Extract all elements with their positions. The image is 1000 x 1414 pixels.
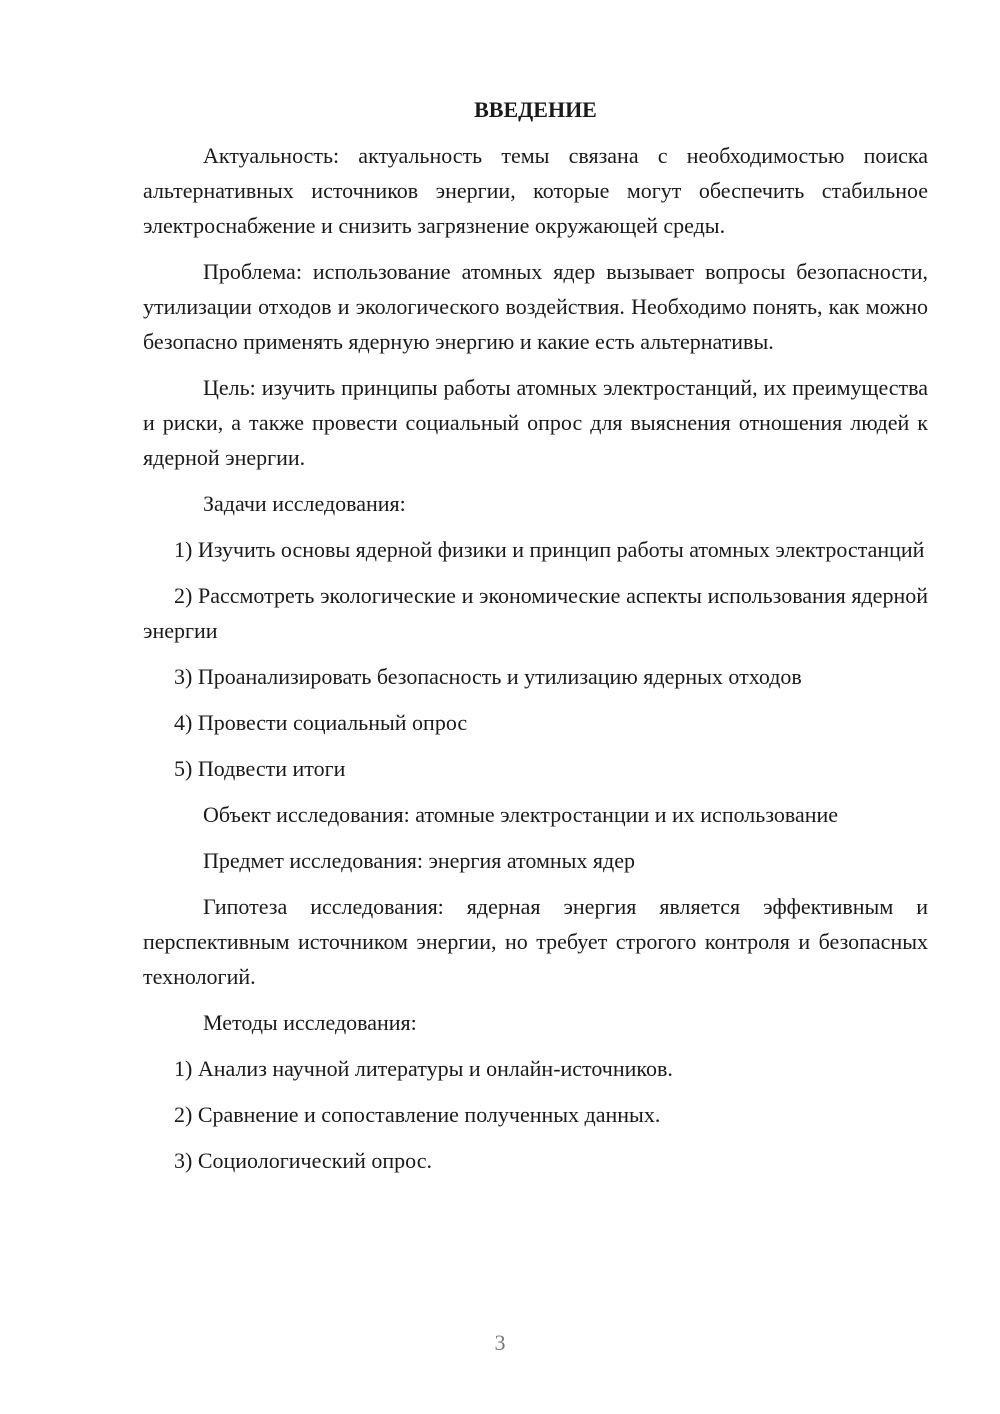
section-heading: ВВЕДЕНИЕ	[474, 97, 597, 122]
task-item-4: 4) Провести социальный опрос	[174, 710, 468, 735]
method-item-1: 1) Анализ научной литературы и онлайн-источников.	[174, 1056, 673, 1081]
task-item-5: 5) Подвести итоги	[174, 756, 346, 781]
task-item-1: 1) Изучить основы ядерной физики и принцип работы атомных электростанций	[174, 537, 925, 562]
methods-heading: Методы исследования:	[203, 1010, 417, 1035]
method-item-2: 2) Сравнение и сопоставление полученных данных.	[174, 1102, 661, 1127]
problem-paragraph: Проблема: использование атомных ядер вызывает вопросы безопасности, утилизации отходов и экологического воздействия. Необходимо понять, как можно безопасно применять ядерную энергию и какие есть альтернативы.	[143, 259, 928, 354]
page-number: 3	[494, 1330, 506, 1355]
tasks-heading: Задачи исследования:	[203, 491, 406, 516]
goal-paragraph: Цель: изучить принципы работы атомных электростанций, их преимущества и риски, а также провести социальный опрос для выяснения отношения людей к ядерной энергии.	[143, 375, 928, 470]
object-paragraph: Объект исследования: атомные электростанции и их использование	[203, 802, 839, 827]
subject-paragraph: Предмет исследования: энергия атомных ядер	[203, 848, 635, 873]
relevance-paragraph: Актуальность: актуальность темы связана с необходимостью поиска альтернативных источников энергии, которые могут обеспечить стабильное электроснабжение и снизить загрязнение окружающей среды.	[143, 143, 928, 238]
method-item-3: 3) Социологический опрос.	[174, 1148, 432, 1173]
task-item-3: 3) Проанализировать безопасность и утилизацию ядерных отходов	[174, 664, 802, 689]
task-item-2: 2) Рассмотреть экологические и экономические аспекты использования ядерной энергии	[143, 583, 928, 643]
hypothesis-paragraph: Гипотеза исследования: ядерная энергия является эффективным и перспективным источником энергии, но требует строгого контроля и безопасных технологий.	[143, 894, 928, 989]
document-page	[143, 92, 928, 1189]
